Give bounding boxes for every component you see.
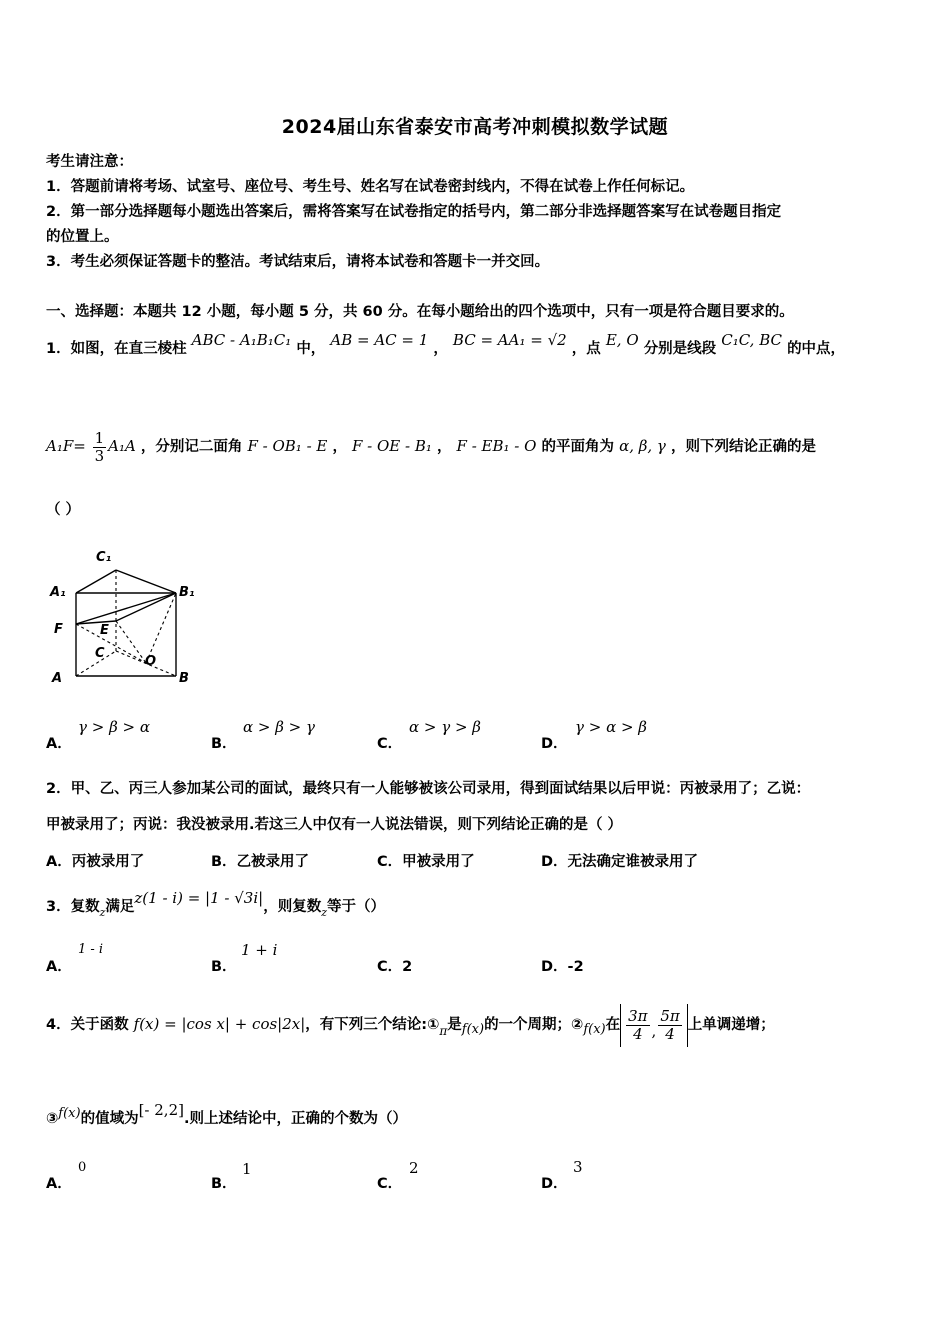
q1-option-d-value: γ > α > β (575, 718, 647, 736)
q2-option-c-label: C． (377, 854, 403, 870)
q3-option-c-value: 2 (402, 959, 413, 975)
label-c: C (95, 646, 105, 661)
q4-option-d-label[interactable]: D． (541, 1176, 568, 1192)
q1-text: ，则下列结论正确的是 (670, 439, 816, 455)
q2-option-b-value: 乙被录用了 (236, 854, 310, 870)
q4-line-1 (46, 1003, 775, 1047)
q3-option-a-value: 1 - i (78, 942, 104, 957)
q4-interval-right (658, 1008, 681, 1043)
q3-equation: z(1 - i) = |1 - √3i| (134, 889, 264, 907)
label-a1: A₁ (50, 585, 66, 600)
q1-frac-den: 3 (94, 446, 105, 465)
notice-heading: 考生请注意： (46, 154, 133, 170)
q1-text: 的中点， (787, 341, 846, 357)
q3-line (46, 889, 385, 919)
q1-text: ， (436, 439, 452, 455)
q1-text: ，分别记二面角 (140, 439, 243, 455)
label-c1: C₁ (96, 550, 112, 565)
q1-equals: = (73, 437, 91, 455)
label-o: O (145, 654, 157, 669)
q3-option-d-label: D． (541, 959, 568, 975)
label-b1: B₁ (179, 585, 195, 600)
q1-text: 中， (296, 341, 326, 357)
q1-option-c-label[interactable]: C． (377, 736, 403, 752)
q3-option-d-value: -2 (567, 959, 584, 975)
q1-option-d-label[interactable]: D． (541, 736, 568, 752)
q3-var-z: z (321, 906, 327, 919)
label-a: A (52, 671, 63, 686)
q1-dihedral-2: F - OE - B₁ (352, 437, 432, 455)
q4-option-a-label[interactable]: A． (46, 1176, 72, 1192)
q4-function: f(x) = |cos x| + cos|2x| (133, 1015, 306, 1033)
q1-text: ， (433, 341, 448, 357)
q2-line-1: 2．甲、乙、丙三人参加某公司的面试，最终只有一人能够被该公司录用，得到面试结果以后甲说：丙被录用了；乙说： (46, 781, 811, 797)
q3-text: 满足 (105, 899, 135, 915)
notice-item-2-cont: 的位置上。 (46, 229, 119, 245)
q2-option-c-value: 甲被录用了 (402, 854, 475, 870)
segment-eo-hidden (116, 621, 146, 663)
edge-a1c1 (76, 570, 116, 593)
q1-option-a-value: γ > β > α (78, 718, 150, 736)
q1-vec-a1a: A₁A (108, 437, 136, 455)
q4-range: [- 2,2] (138, 1101, 184, 1119)
q4-interval: $\frac{3\pi}{4}$ , $\frac{5\pi}{4}$ (620, 1004, 688, 1047)
q4-option-d-value: 3 (573, 1158, 583, 1176)
q1-option-a-label[interactable]: A． (46, 736, 72, 752)
q1-frac-num: 1 (94, 428, 105, 447)
q1-text: ， (332, 439, 347, 455)
q2-option-a[interactable] (46, 850, 144, 871)
q3-option-d[interactable] (541, 955, 584, 976)
q1-segments: C₁C, BC (721, 331, 782, 349)
q1-dihedral-3: F - EB₁ - O (456, 437, 537, 455)
section-heading: 一、选择题：本题共 12 小题，每小题 5 分，共 60 分。在每小题给出的四个选项中，只有一项是符合题目要求的。 (46, 304, 794, 320)
notice-item-3: 3．考生必须保证答题卡的整洁。考试结束后，请将本试卷和答题卡一并交回。 (46, 254, 550, 270)
q2-line-2: 甲被录用了；丙说：我没被录用.若这三人中仅有一人说法错误，则下列结论正确的是（ ） (46, 817, 623, 833)
q1-text: ，点 (571, 341, 601, 357)
exam-title: 2024届山东省泰安市高考冲刺模拟数学试题 (281, 116, 669, 138)
prism-figure (48, 543, 208, 693)
q1-prism: ABC - A₁B₁C₁ (191, 331, 292, 349)
q4-text: 的一个周期；② (484, 1017, 584, 1033)
q1-points: E, O (605, 331, 639, 349)
q3-option-b-value: 1 + i (241, 941, 278, 959)
q1-text: 分别是线段 (643, 341, 717, 357)
q1-vec-a1f: A₁F (46, 437, 74, 455)
q4-text: 4．关于函数 (46, 1017, 129, 1033)
label-e: E (100, 623, 109, 638)
q2-option-d[interactable] (541, 850, 698, 871)
q4-text: ，有下列三个结论:① (305, 1017, 440, 1033)
q1-text: 1．如图，在直三棱柱 (46, 341, 187, 357)
q2-option-a-value: 丙被录用了 (71, 854, 145, 870)
q1-option-b-value: α > β > γ (243, 718, 315, 736)
q4-frac-den: 4 (633, 1025, 643, 1043)
q3-text: 等于（） (327, 899, 385, 915)
q4-option-c-label[interactable]: C． (377, 1176, 403, 1192)
q1-option-c-value: α > γ > β (409, 718, 481, 736)
q3-option-a-label[interactable]: A． (46, 959, 72, 975)
q4-text: 上单调递增； (687, 1017, 775, 1033)
q4-text: ③ (46, 1111, 59, 1127)
q4-fx: f(x) (58, 1106, 81, 1121)
q2-option-d-label: D． (541, 854, 568, 870)
q2-option-d-value: 无法确定谁被录用了 (567, 854, 699, 870)
q1-eq-bc: BC = AA₁ = √2 (452, 331, 567, 349)
q4-fx: f(x) (461, 1022, 485, 1037)
q1-option-b-label[interactable]: B． (211, 736, 237, 752)
label-b: B (179, 671, 189, 686)
q4-text: .则上述结论中，正确的个数为（） (183, 1111, 407, 1127)
segment-fo-hidden (76, 624, 146, 663)
q2-option-b[interactable] (211, 850, 309, 871)
q4-option-a-value: 0 (78, 1160, 87, 1175)
q4-frac-den: 4 (665, 1025, 675, 1043)
edge-c1b1 (116, 570, 176, 593)
q2-option-b-label: B． (211, 854, 237, 870)
q4-frac-num: 5π (660, 1007, 680, 1025)
label-f: F (54, 622, 63, 637)
q4-option-c-value: 2 (409, 1159, 419, 1177)
q4-text: 在 (605, 1017, 621, 1033)
q1-dihedral-1: F - OB₁ - E (247, 437, 328, 455)
q1-angles: α, β, γ (619, 437, 666, 455)
q4-text: 的值域为 (80, 1111, 139, 1127)
q4-frac-num: 3π (628, 1007, 648, 1025)
q3-option-b-label[interactable]: B． (211, 959, 237, 975)
q1-fraction (93, 430, 107, 465)
q4-text: 是 (447, 1017, 462, 1033)
q4-option-b-value: 1 (242, 1160, 252, 1178)
q4-option-b-label[interactable]: B． (211, 1176, 237, 1192)
q1-line-2 (46, 428, 816, 465)
segment-eb1 (116, 593, 176, 621)
q3-text: 3．复数 (46, 899, 100, 915)
notice-item-2: 2．第一部分选择题每小题选出答案后，需将答案写在试卷指定的括号内，第二部分非选择题答案写在试卷题目指定 (46, 204, 782, 220)
q2-option-a-label: A． (46, 854, 72, 870)
q3-text: ，则复数 (263, 899, 322, 915)
segment-ob1-hidden (146, 593, 176, 663)
q4-pi: π (439, 1024, 448, 1038)
q4-line-2 (46, 1101, 407, 1130)
segment-fb1 (76, 593, 176, 624)
q1-eq-ab: AB = AC = 1 (330, 331, 429, 349)
q4-fx: f(x) (583, 1022, 606, 1037)
q3-var-z: z (99, 906, 106, 919)
q1-answer-paren: （ ） (46, 502, 81, 518)
q1-text: 的平面角为 (541, 439, 614, 455)
q2-option-c[interactable] (377, 850, 475, 871)
q4-interval-left (626, 1008, 649, 1043)
q1-line-1 (46, 331, 846, 359)
notice-item-1: 1．答题前请将考场、试室号、座位号、考生号、姓名写在试卷密封线内，不得在试卷上作任何标记。 (46, 179, 695, 195)
q3-option-c[interactable] (377, 955, 412, 976)
q3-option-c-label: C． (377, 959, 403, 975)
